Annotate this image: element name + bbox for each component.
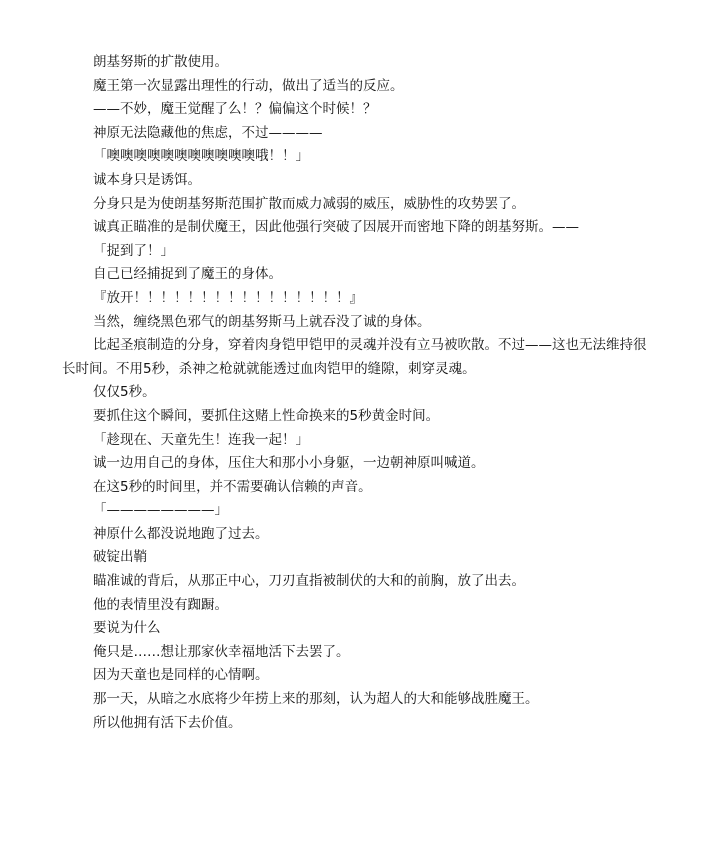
paragraph: 「噢噢噢噢噢噢噢噢噢噢噢哦！！」 xyxy=(93,148,309,165)
paragraph: 诚真正瞄准的是制伏魔王，因此他强行突破了因展开而密地下降的朗基努斯。—— xyxy=(93,219,579,236)
paragraph: 因为天童也是同样的心情啊。 xyxy=(93,667,269,684)
paragraph: 魔王第一次显露出理性的行动，做出了适当的反应。 xyxy=(93,77,404,94)
paragraph: 仅仅5秒。 xyxy=(93,384,156,401)
paragraph: ——不妙，魔王觉醒了么！？偏偏这个时候！？ xyxy=(93,101,377,118)
paragraph: 「————————」 xyxy=(93,502,228,519)
paragraph: 所以他拥有活下去价值。 xyxy=(93,714,242,731)
paragraph: 当然，缠绕黑色邪气的朗基努斯马上就吞没了诚的身体。 xyxy=(93,313,431,330)
paragraph: 俺只是……想让那家伙幸福地活下去罢了。 xyxy=(93,643,350,660)
paragraph: 神原什么都没说地跑了过去。 xyxy=(93,525,269,542)
paragraph: 那一天，从暗之水底将少年捞上来的那刻，认为超人的大和能够战胜魔王。 xyxy=(93,691,539,708)
paragraph: 他的表情里没有踟蹰。 xyxy=(93,596,228,613)
paragraph: 神原无法隐藏他的焦虑，不过———— xyxy=(93,124,323,141)
paragraph: 「捉到了！」 xyxy=(93,242,174,259)
paragraph: 破锭出鞘 xyxy=(93,549,147,566)
paragraph: 诚一边用自己的身体，压住大和那小小身躯，一边朝神原叫喊道。 xyxy=(93,455,485,472)
paragraph: 瞄准诚的背后，从那正中心，刀刃直指被制伏的大和的前胸，放了出去。 xyxy=(93,573,525,590)
paragraph: 自己已经捕捉到了魔王的身体。 xyxy=(93,266,282,283)
paragraph: 诚本身只是诱饵。 xyxy=(93,171,201,188)
paragraph: 比起圣痕制造的分身，穿着肉身铠甲铠甲的灵魂并没有立马被吹散。不过——这也无法维持很长时间。不用5秒，杀神之枪就就能透过血肉铠甲的缝隙，刺穿灵魂。 xyxy=(62,337,647,377)
paragraph: 「趁现在、天童先生！连我一起！」 xyxy=(93,431,309,448)
paragraph: 分身只是为使朗基努斯范围扩散而威力减弱的威压，威胁性的攻势罢了。 xyxy=(93,195,525,212)
paragraph: 朗基努斯的扩散使用。 xyxy=(93,54,228,70)
paragraph: 要说为什么 xyxy=(93,620,161,637)
paragraph: 『放开！！！！！！！！！！！！！！！！』 xyxy=(93,289,363,306)
paragraph: 在这5秒的时间里，并不需要确认信赖的声音。 xyxy=(93,478,372,495)
paragraph: 要抓住这个瞬间，要抓住这赌上性命换来的5秒黄金时间。 xyxy=(93,407,440,424)
